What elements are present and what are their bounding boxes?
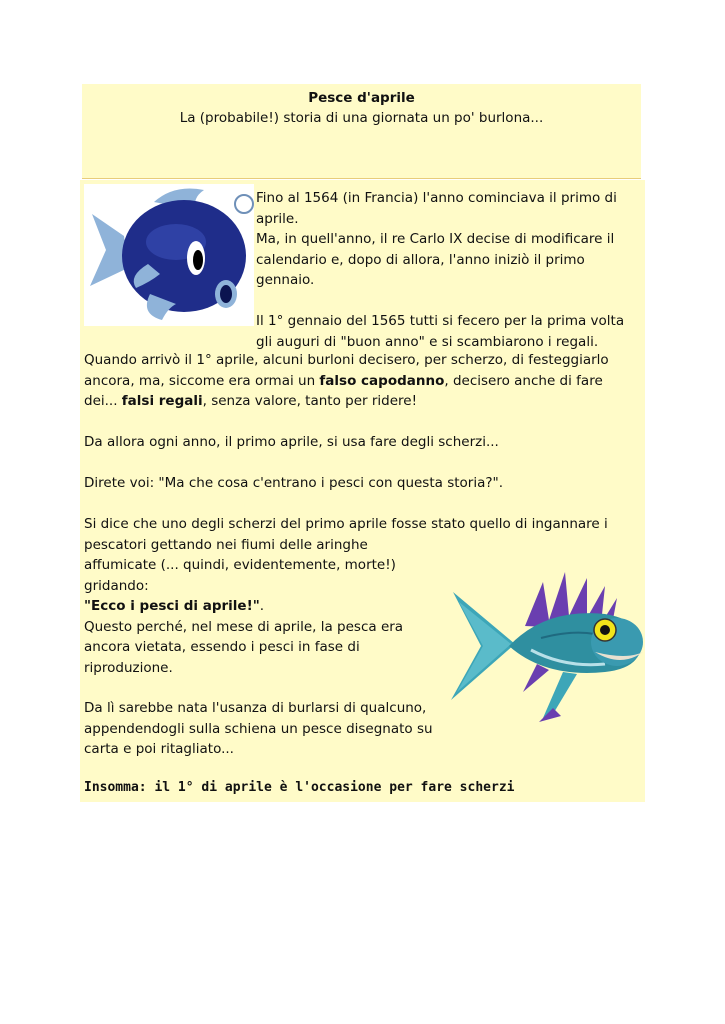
text-segment: dei... (84, 393, 122, 409)
bold-text: "Ecco i pesci di aprile!" (84, 598, 260, 614)
header-panel (82, 84, 641, 179)
text-line: gridando: (84, 577, 149, 594)
blue-fish-icon (84, 184, 254, 326)
text-line: Questo perché, nel mese di aprile, la pesca era (84, 618, 404, 635)
intro-line: Il 1° gennaio del 1565 tutti si fecero per la prima volta (256, 313, 625, 329)
bold-text: falso capodanno (319, 372, 445, 389)
text-line: ancora vietata, essendo i pesci in fase di (84, 639, 360, 655)
text-line: Si dice che uno degli scherzi del primo aprile fosse stato quello di ingannare i (84, 516, 608, 532)
intro-line: Ma, in quell'anno, il re Carlo IX decise di modificare il (256, 231, 615, 247)
blue-fish-image (84, 184, 254, 326)
text-line: pescatori gettando nei fiumi delle aringhe (84, 536, 368, 553)
bold-text: falsi regali (121, 393, 203, 409)
paragraph-domanda: Direte voi: "Ma che cosa c'entrano i pesci con questa storia?". (84, 475, 504, 491)
paragraph-scherzi: Da allora ogni anno, il primo aprile, si usa fare degli scherzi... (84, 434, 499, 450)
text-segment: , decisero anche di fare (444, 372, 603, 389)
intro-line: aprile. (256, 210, 299, 227)
intro-text (256, 188, 646, 352)
text-line: affumicate (... quindi, evidentemente, morte!) (84, 557, 396, 573)
page-subtitle: La (probabile!) storia di una giornata un po' burlona... (179, 110, 544, 126)
text-line: Quando arrivò il 1° aprile, alcuni burloni decisero, per scherzo, di festeggiarlo (84, 352, 609, 368)
text-line (84, 371, 609, 392)
paragraph-usanza (84, 698, 433, 760)
spiky-fish-icon (445, 568, 645, 730)
text-segment: ancora, ma, siccome era ormai un (84, 372, 320, 389)
text-line: Da lì sarebbe nata l'usanza di burlarsi di qualcuno, (84, 700, 427, 716)
text-line (84, 391, 609, 412)
intro-line: gli auguri di "buon anno" e si scambiarono i regali. (256, 333, 599, 350)
paragraph-capodanno (84, 350, 609, 412)
page-title: Pesce d'aprile (308, 90, 415, 106)
text-line: riproduzione. (84, 659, 173, 676)
text-line: carta e poi ritagliato... (84, 741, 234, 757)
spiky-fish-image (445, 568, 645, 730)
text-segment: , senza valore, tanto per ridere! (202, 393, 417, 409)
text-line: appendendogli sulla schiena un pesce disegnato su (84, 720, 433, 737)
text-segment: . (259, 598, 265, 614)
content-panel (80, 180, 645, 802)
conclusion-text: Insomma: il 1° di aprile è l'occasione per fare scherzi (84, 780, 515, 795)
intro-line: Fino al 1564 (in Francia) l'anno cominciava il primo di (256, 190, 617, 206)
intro-line: calendario e, dopo di allora, l'anno iniziò il primo gennaio. (256, 251, 585, 288)
